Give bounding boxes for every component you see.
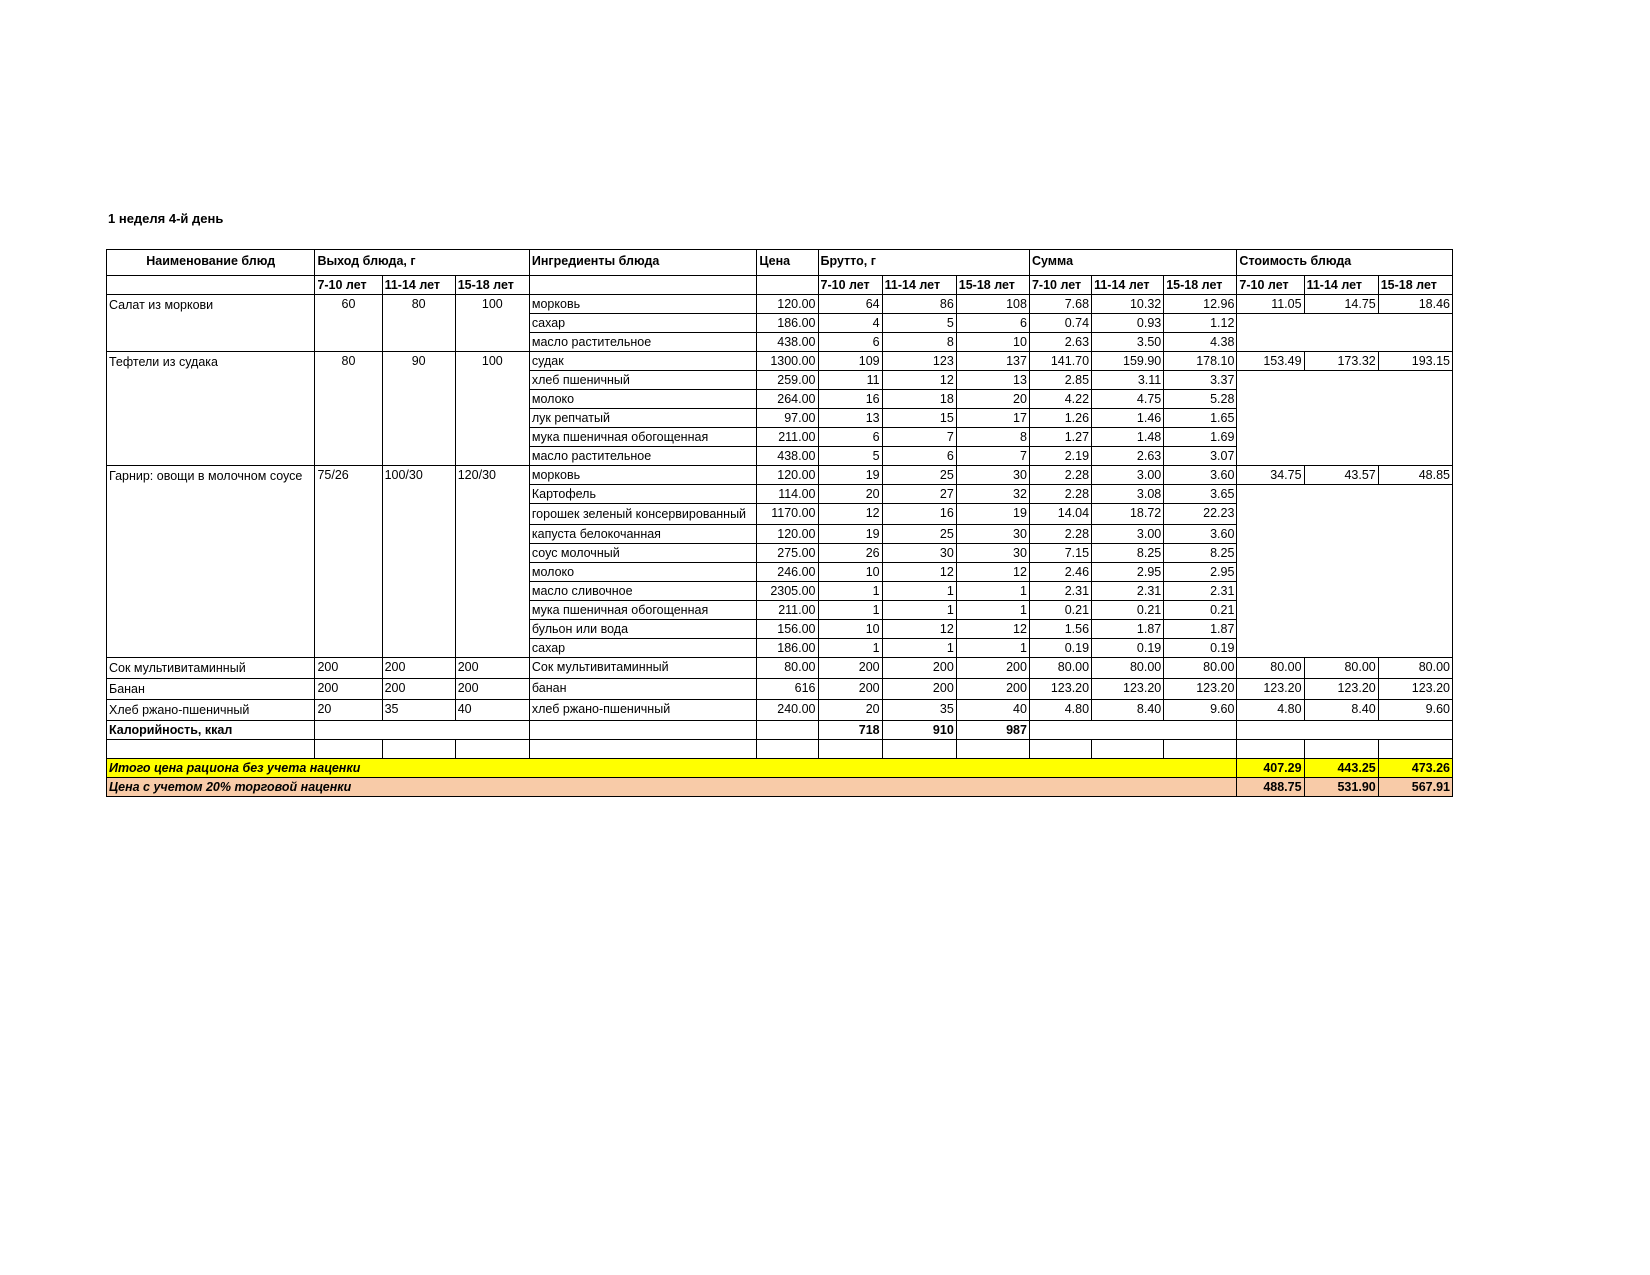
calories-value: 910: [882, 721, 956, 740]
ingredient-price: 1300.00: [757, 352, 818, 371]
dish-yield: 20: [315, 700, 382, 721]
dish-yield: 200: [315, 658, 382, 679]
ingredient-gross: 30: [956, 544, 1029, 563]
empty-cell: [455, 740, 529, 759]
total-value: 567.91: [1378, 778, 1452, 797]
ingredient-gross: 12: [818, 504, 882, 525]
ingredient-gross: 19: [818, 466, 882, 485]
empty-cell: [818, 740, 882, 759]
ingredient-gross: 10: [818, 620, 882, 639]
ingredient-name: капуста белокочанная: [529, 525, 756, 544]
table-body: [107, 250, 1453, 797]
dish-cost: 18.46: [1378, 295, 1452, 314]
ingredient-sum: 159.90: [1092, 352, 1164, 371]
empty-cell: [315, 740, 382, 759]
table-row: [107, 352, 1453, 371]
age-header: 7-10 лет: [818, 276, 882, 295]
table-row: [107, 679, 1453, 700]
dish-yield: 200: [382, 679, 455, 700]
ingredient-gross: 1: [818, 639, 882, 658]
empty-cell: [529, 276, 756, 295]
dish-yield: 120/30: [455, 466, 529, 658]
ingredient-price: 1170.00: [757, 504, 818, 525]
ingredient-name: масло растительное: [529, 447, 756, 466]
page-title: 1 неделя 4-й день: [108, 211, 224, 226]
ingredient-sum: 4.80: [1029, 700, 1091, 721]
age-header: 11-14 лет: [882, 276, 956, 295]
ingredient-name: банан: [529, 679, 756, 700]
age-header: 11-14 лет: [382, 276, 455, 295]
ingredient-gross: 200: [818, 658, 882, 679]
spacer-row: [107, 740, 1453, 759]
ingredient-gross: 200: [882, 679, 956, 700]
age-header: 15-18 лет: [1164, 276, 1237, 295]
ingredient-sum: 2.31: [1092, 582, 1164, 601]
ingredient-name: мука пшеничная обогощенная: [529, 601, 756, 620]
total-value: 488.75: [1237, 778, 1304, 797]
dish-yield: 60: [315, 295, 382, 352]
ingredient-price: 120.00: [757, 295, 818, 314]
total-label: Цена с учетом 20% торговой наценки: [107, 778, 1237, 797]
ingredient-sum: 0.93: [1092, 314, 1164, 333]
empty-cell: [1237, 485, 1453, 658]
ingredient-sum: 2.63: [1092, 447, 1164, 466]
empty-cell: [315, 721, 529, 740]
ingredient-gross: 26: [818, 544, 882, 563]
ingredient-sum: 3.07: [1164, 447, 1237, 466]
table-row: [107, 295, 1453, 314]
dish-cost: 173.32: [1304, 352, 1378, 371]
ingredient-sum: 5.28: [1164, 390, 1237, 409]
empty-cell: [757, 740, 818, 759]
ingredient-gross: 25: [882, 466, 956, 485]
dish-yield: 100: [455, 295, 529, 352]
calories-value: 987: [956, 721, 1029, 740]
ingredient-gross: 30: [882, 544, 956, 563]
ingredient-price: 246.00: [757, 563, 818, 582]
ingredient-sum: 8.25: [1092, 544, 1164, 563]
ingredient-gross: 12: [882, 563, 956, 582]
ingredient-name: бульон или вода: [529, 620, 756, 639]
ingredient-sum: 3.65: [1164, 485, 1237, 504]
age-header: 7-10 лет: [1237, 276, 1304, 295]
ingredient-sum: 2.28: [1029, 525, 1091, 544]
ingredient-sum: 2.95: [1092, 563, 1164, 582]
ingredient-sum: 2.28: [1029, 485, 1091, 504]
table-row: [107, 658, 1453, 679]
ingredient-sum: 4.38: [1164, 333, 1237, 352]
menu-cost-table: [106, 249, 1453, 797]
ingredient-gross: 6: [882, 447, 956, 466]
ingredient-price: 186.00: [757, 314, 818, 333]
empty-cell: [107, 740, 315, 759]
dish-cost: 11.05: [1237, 295, 1304, 314]
age-header: 15-18 лет: [1378, 276, 1452, 295]
ingredient-sum: 80.00: [1092, 658, 1164, 679]
ingredient-gross: 6: [956, 314, 1029, 333]
dish-name: Тефтели из судака: [107, 352, 315, 466]
empty-cell: [1304, 740, 1378, 759]
total-label: Итого цена рациона без учета наценки: [107, 759, 1237, 778]
empty-cell: [1237, 314, 1453, 352]
empty-cell: [1237, 721, 1453, 740]
dish-cost: 193.15: [1378, 352, 1452, 371]
ingredient-price: 80.00: [757, 658, 818, 679]
dish-cost: 8.40: [1304, 700, 1378, 721]
ingredient-name: лук репчатый: [529, 409, 756, 428]
ingredient-sum: 3.00: [1092, 466, 1164, 485]
ingredient-sum: 4.22: [1029, 390, 1091, 409]
ingredient-gross: 5: [818, 447, 882, 466]
header-row: [107, 250, 1453, 276]
ingredient-sum: 1.27: [1029, 428, 1091, 447]
ingredient-sum: 0.19: [1164, 639, 1237, 658]
ingredient-gross: 7: [956, 447, 1029, 466]
ingredient-gross: 13: [818, 409, 882, 428]
age-header: 15-18 лет: [956, 276, 1029, 295]
dish-cost: 48.85: [1378, 466, 1452, 485]
ingredient-price: 156.00: [757, 620, 818, 639]
ingredient-gross: 1: [818, 582, 882, 601]
dish-cost: 14.75: [1304, 295, 1378, 314]
header-ingredients: Ингредиенты блюда: [529, 250, 756, 276]
ingredient-price: 275.00: [757, 544, 818, 563]
ingredient-gross: 1: [882, 582, 956, 601]
ingredient-price: 211.00: [757, 428, 818, 447]
ingredient-sum: 123.20: [1092, 679, 1164, 700]
total-row-no-markup: [107, 759, 1453, 778]
ingredient-price: 2305.00: [757, 582, 818, 601]
ingredient-gross: 6: [818, 333, 882, 352]
ingredient-sum: 0.21: [1029, 601, 1091, 620]
ingredient-gross: 20: [956, 390, 1029, 409]
ingredient-gross: 20: [818, 485, 882, 504]
ingredient-name: сахар: [529, 314, 756, 333]
empty-cell: [529, 721, 756, 740]
ingredient-price: 259.00: [757, 371, 818, 390]
ingredient-sum: 8.25: [1164, 544, 1237, 563]
ingredient-gross: 13: [956, 371, 1029, 390]
ingredient-gross: 27: [882, 485, 956, 504]
dish-yield: 75/26: [315, 466, 382, 658]
dish-yield: 80: [315, 352, 382, 466]
ingredient-sum: 8.40: [1092, 700, 1164, 721]
ingredient-price: 438.00: [757, 447, 818, 466]
ingredient-gross: 30: [956, 466, 1029, 485]
total-value: 473.26: [1378, 759, 1452, 778]
ingredient-gross: 18: [882, 390, 956, 409]
ingredient-price: 264.00: [757, 390, 818, 409]
dish-yield: 100/30: [382, 466, 455, 658]
ingredient-sum: 123.20: [1029, 679, 1091, 700]
ingredient-name: морковь: [529, 466, 756, 485]
ingredient-price: 186.00: [757, 639, 818, 658]
ingredient-gross: 108: [956, 295, 1029, 314]
dish-yield: 90: [382, 352, 455, 466]
empty-cell: [1237, 371, 1453, 466]
dish-name: Сок мультивитаминный: [107, 658, 315, 679]
dish-cost: 153.49: [1237, 352, 1304, 371]
ingredient-sum: 7.15: [1029, 544, 1091, 563]
ingredient-gross: 40: [956, 700, 1029, 721]
dish-yield: 80: [382, 295, 455, 352]
ingredient-gross: 137: [956, 352, 1029, 371]
ingredient-sum: 14.04: [1029, 504, 1091, 525]
ingredient-price: 120.00: [757, 525, 818, 544]
header-cost: Стоимость блюда: [1237, 250, 1453, 276]
ingredient-sum: 2.31: [1029, 582, 1091, 601]
ingredient-sum: 0.19: [1029, 639, 1091, 658]
ingredient-gross: 200: [882, 658, 956, 679]
ingredient-gross: 4: [818, 314, 882, 333]
ingredient-sum: 1.56: [1029, 620, 1091, 639]
dish-cost: 4.80: [1237, 700, 1304, 721]
empty-cell: [882, 740, 956, 759]
age-header: 7-10 лет: [315, 276, 382, 295]
dish-cost: 9.60: [1378, 700, 1452, 721]
empty-cell: [956, 740, 1029, 759]
ingredient-gross: 1: [956, 639, 1029, 658]
ingredient-sum: 2.95: [1164, 563, 1237, 582]
age-header: 11-14 лет: [1304, 276, 1378, 295]
empty-cell: [757, 721, 818, 740]
ingredient-sum: 2.85: [1029, 371, 1091, 390]
dish-yield: 200: [455, 679, 529, 700]
ingredient-name: хлеб пшеничный: [529, 371, 756, 390]
empty-cell: [1029, 721, 1236, 740]
ingredient-sum: 22.23: [1164, 504, 1237, 525]
ingredient-sum: 3.11: [1092, 371, 1164, 390]
ingredient-sum: 1.12: [1164, 314, 1237, 333]
age-header: 15-18 лет: [455, 276, 529, 295]
dish-cost: 43.57: [1304, 466, 1378, 485]
ingredient-sum: 123.20: [1164, 679, 1237, 700]
ingredient-name: судак: [529, 352, 756, 371]
ingredient-name: горошек зеленый консервированный: [529, 504, 756, 525]
ingredient-gross: 12: [882, 620, 956, 639]
ingredient-sum: 0.21: [1092, 601, 1164, 620]
dish-cost: 123.20: [1378, 679, 1452, 700]
dish-name: Салат из моркови: [107, 295, 315, 352]
ingredient-gross: 19: [956, 504, 1029, 525]
ingredient-gross: 1: [818, 601, 882, 620]
ingredient-sum: 3.60: [1164, 525, 1237, 544]
ingredient-gross: 30: [956, 525, 1029, 544]
ingredient-gross: 1: [882, 601, 956, 620]
ingredient-gross: 1: [956, 582, 1029, 601]
ingredient-gross: 109: [818, 352, 882, 371]
total-value: 443.25: [1304, 759, 1378, 778]
ingredient-gross: 15: [882, 409, 956, 428]
table-row: [107, 466, 1453, 485]
ingredient-gross: 7: [882, 428, 956, 447]
ingredient-gross: 200: [956, 679, 1029, 700]
table-row: [107, 700, 1453, 721]
dish-name: Гарнир: овощи в молочном соусе: [107, 466, 315, 658]
ingredient-gross: 12: [956, 563, 1029, 582]
ingredient-name: Картофель: [529, 485, 756, 504]
ingredient-sum: 10.32: [1092, 295, 1164, 314]
ingredient-name: соус молочный: [529, 544, 756, 563]
age-header: 11-14 лет: [1092, 276, 1164, 295]
ingredient-gross: 17: [956, 409, 1029, 428]
ingredient-sum: 7.68: [1029, 295, 1091, 314]
ingredient-gross: 11: [818, 371, 882, 390]
empty-cell: [757, 276, 818, 295]
ingredient-sum: 2.19: [1029, 447, 1091, 466]
ingredient-sum: 12.96: [1164, 295, 1237, 314]
dish-yield: 35: [382, 700, 455, 721]
dish-name: Банан: [107, 679, 315, 700]
ingredient-sum: 0.74: [1029, 314, 1091, 333]
dish-yield: 200: [315, 679, 382, 700]
ingredient-sum: 1.87: [1164, 620, 1237, 639]
ingredient-price: 211.00: [757, 601, 818, 620]
ingredient-price: 97.00: [757, 409, 818, 428]
dish-cost: 123.20: [1237, 679, 1304, 700]
ingredient-sum: 9.60: [1164, 700, 1237, 721]
ingredient-sum: 80.00: [1029, 658, 1091, 679]
ingredient-sum: 4.75: [1092, 390, 1164, 409]
ingredient-sum: 2.46: [1029, 563, 1091, 582]
ingredient-name: масло растительное: [529, 333, 756, 352]
empty-cell: [1029, 740, 1091, 759]
ingredient-gross: 86: [882, 295, 956, 314]
ingredient-sum: 0.19: [1092, 639, 1164, 658]
dish-cost: 123.20: [1304, 679, 1378, 700]
ingredient-sum: 1.26: [1029, 409, 1091, 428]
dish-name: Хлеб ржано-пшеничный: [107, 700, 315, 721]
dish-yield: 200: [455, 658, 529, 679]
ingredient-name: молоко: [529, 563, 756, 582]
ingredient-sum: 3.37: [1164, 371, 1237, 390]
ingredient-price: 120.00: [757, 466, 818, 485]
ingredient-gross: 5: [882, 314, 956, 333]
ingredient-sum: 178.10: [1164, 352, 1237, 371]
header-yield: Выход блюда, г: [315, 250, 529, 276]
calories-row: [107, 721, 1453, 740]
ingredient-sum: 80.00: [1164, 658, 1237, 679]
age-header-row: [107, 276, 1453, 295]
total-value: 407.29: [1237, 759, 1304, 778]
ingredient-sum: 1.48: [1092, 428, 1164, 447]
ingredient-name: масло сливочное: [529, 582, 756, 601]
total-value: 531.90: [1304, 778, 1378, 797]
empty-cell: [1237, 740, 1304, 759]
ingredient-sum: 3.08: [1092, 485, 1164, 504]
empty-cell: [382, 740, 455, 759]
ingredient-price: 114.00: [757, 485, 818, 504]
ingredient-gross: 32: [956, 485, 1029, 504]
ingredient-gross: 64: [818, 295, 882, 314]
ingredient-gross: 8: [882, 333, 956, 352]
ingredient-sum: 3.00: [1092, 525, 1164, 544]
ingredient-name: молоко: [529, 390, 756, 409]
ingredient-name: сахар: [529, 639, 756, 658]
dish-cost: 34.75: [1237, 466, 1304, 485]
ingredient-gross: 8: [956, 428, 1029, 447]
dish-cost: 80.00: [1304, 658, 1378, 679]
ingredient-gross: 6: [818, 428, 882, 447]
empty-cell: [1164, 740, 1237, 759]
ingredient-gross: 35: [882, 700, 956, 721]
ingredient-sum: 141.70: [1029, 352, 1091, 371]
ingredient-sum: 1.65: [1164, 409, 1237, 428]
header-sum: Сумма: [1029, 250, 1236, 276]
empty-cell: [529, 740, 756, 759]
ingredient-gross: 12: [882, 371, 956, 390]
ingredient-price: 616: [757, 679, 818, 700]
ingredient-sum: 1.87: [1092, 620, 1164, 639]
ingredient-sum: 1.69: [1164, 428, 1237, 447]
ingredient-sum: 2.31: [1164, 582, 1237, 601]
header-dish: Наименование блюд: [107, 250, 315, 276]
ingredient-price: 438.00: [757, 333, 818, 352]
ingredient-gross: 19: [818, 525, 882, 544]
empty-cell: [107, 276, 315, 295]
dish-cost: 80.00: [1378, 658, 1452, 679]
ingredient-gross: 10: [818, 563, 882, 582]
dish-yield: 200: [382, 658, 455, 679]
ingredient-name: хлеб ржано-пшеничный: [529, 700, 756, 721]
header-price: Цена: [757, 250, 818, 276]
ingredient-sum: 1.46: [1092, 409, 1164, 428]
age-header: 7-10 лет: [1029, 276, 1091, 295]
header-gross: Брутто, г: [818, 250, 1029, 276]
ingredient-sum: 2.63: [1029, 333, 1091, 352]
calories-label: Калорийность, ккал: [107, 721, 315, 740]
ingredient-gross: 123: [882, 352, 956, 371]
dish-yield: 100: [455, 352, 529, 466]
calories-value: 718: [818, 721, 882, 740]
ingredient-gross: 25: [882, 525, 956, 544]
empty-cell: [1378, 740, 1452, 759]
ingredient-gross: 200: [956, 658, 1029, 679]
ingredient-sum: 2.28: [1029, 466, 1091, 485]
ingredient-gross: 1: [882, 639, 956, 658]
ingredient-gross: 20: [818, 700, 882, 721]
ingredient-sum: 18.72: [1092, 504, 1164, 525]
ingredient-price: 240.00: [757, 700, 818, 721]
ingredient-gross: 12: [956, 620, 1029, 639]
ingredient-name: морковь: [529, 295, 756, 314]
ingredient-name: Сок мультивитаминный: [529, 658, 756, 679]
empty-cell: [1092, 740, 1164, 759]
ingredient-gross: 10: [956, 333, 1029, 352]
ingredient-sum: 3.60: [1164, 466, 1237, 485]
dish-yield: 40: [455, 700, 529, 721]
ingredient-name: мука пшеничная обогощенная: [529, 428, 756, 447]
dish-cost: 80.00: [1237, 658, 1304, 679]
ingredient-gross: 200: [818, 679, 882, 700]
ingredient-sum: 3.50: [1092, 333, 1164, 352]
ingredient-gross: 1: [956, 601, 1029, 620]
ingredient-gross: 16: [882, 504, 956, 525]
total-row-with-markup: [107, 778, 1453, 797]
ingredient-sum: 0.21: [1164, 601, 1237, 620]
ingredient-gross: 16: [818, 390, 882, 409]
